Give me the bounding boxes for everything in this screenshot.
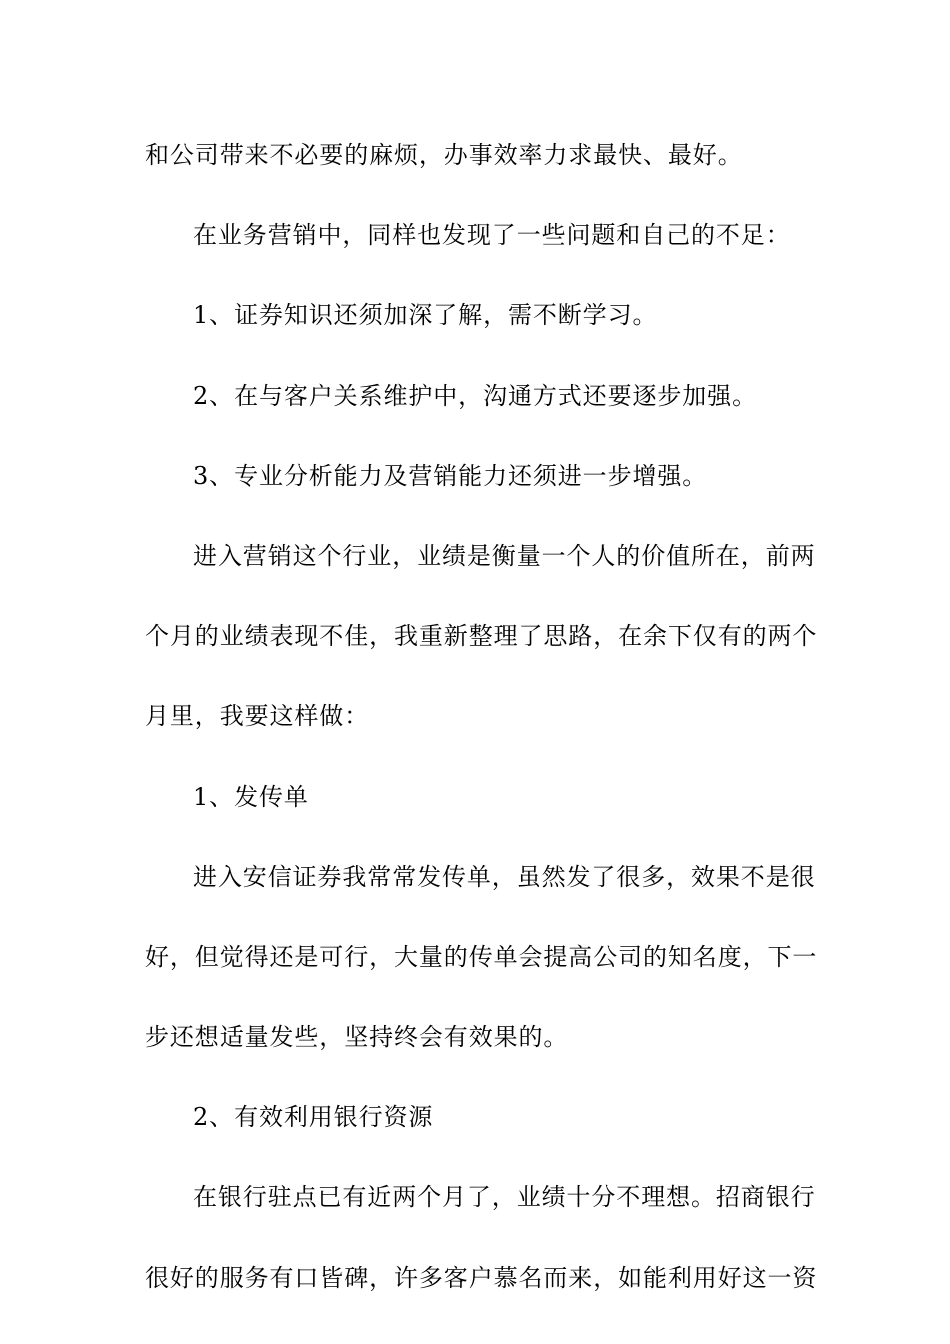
text-line: 进入安信证券我常常发传单，虽然发了很多，效果不是很 <box>193 862 816 891</box>
list-item: 1、证券知识还须加深了解，需不断学习。 <box>193 301 658 330</box>
document-body <box>145 130 818 1333</box>
text-line: 进入营销这个行业，业绩是衡量一个人的价值所在，前两 <box>193 541 816 570</box>
text-line: 在业务营销中，同样也发现了一些问题和自己的不足： <box>193 221 791 250</box>
list-item: 3、专业分析能力及营销能力还须进一步增强。 <box>193 461 708 490</box>
list-item: 2、在与客户关系维护中，沟通方式还要逐步加强。 <box>193 381 757 410</box>
section-heading: 2、有效利用银行资源 <box>193 1103 434 1132</box>
text-line: 很好的服务有口皆碑，许多客户慕名而来，如能利用好这一资 <box>145 1263 818 1292</box>
text-line: 在银行驻点已有近两个月了，业绩十分不理想。招商银行 <box>193 1183 816 1212</box>
section-heading: 1、发传单 <box>193 782 309 811</box>
text-line: 个月的业绩表现不佳，我重新整理了思路，在余下仅有的两个 <box>145 622 818 651</box>
text-line: 月里，我要这样做： <box>145 702 370 731</box>
text-line: 和公司带来不必要的麻烦，办事效率力求最快、最好。 <box>145 141 743 169</box>
text-line: 步还想适量发些，坚持终会有效果的。 <box>145 1023 569 1052</box>
text-line: 好，但觉得还是可行，大量的传单会提高公司的知名度，下一 <box>145 942 818 971</box>
